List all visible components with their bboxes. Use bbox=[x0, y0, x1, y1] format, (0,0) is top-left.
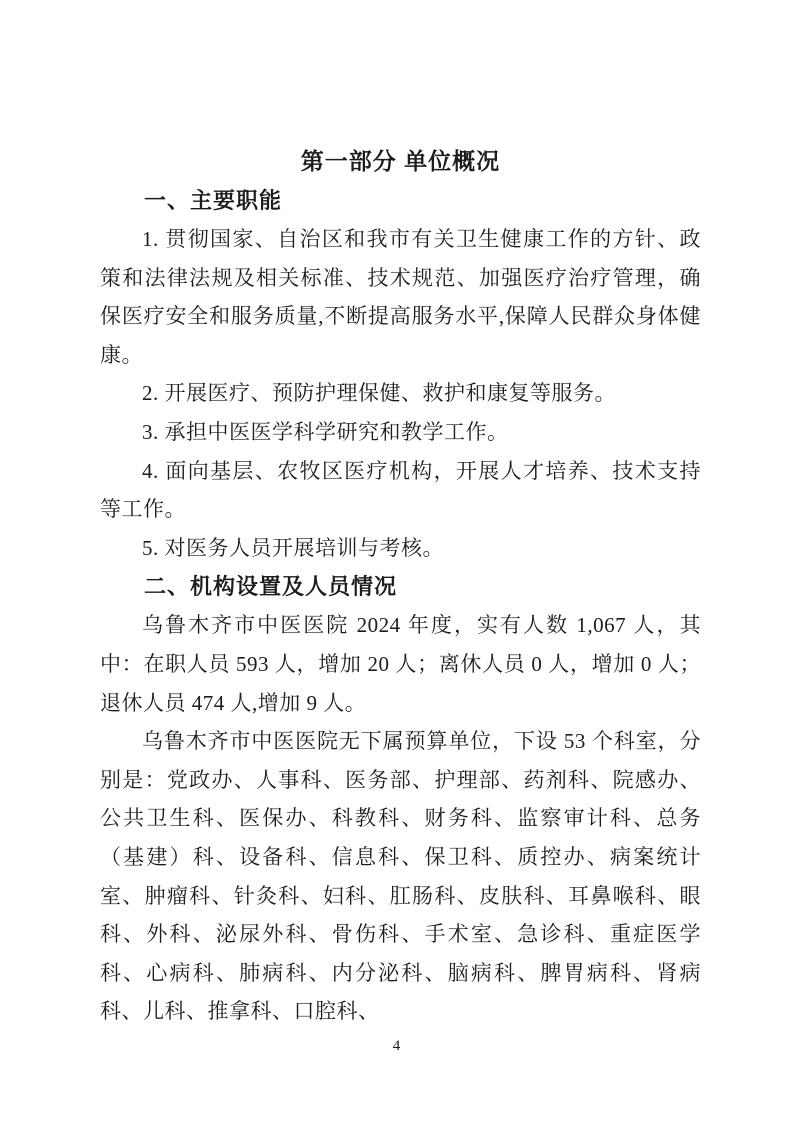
paragraph-function-2: 2. 开展医疗、预防护理保健、救护和康复等服务。 bbox=[142, 381, 616, 406]
page-content bbox=[100, 141, 701, 1031]
section-heading-organization-personnel: 二、机构设置及人员情况 bbox=[144, 574, 398, 600]
paragraph-function-3: 3. 承担中医医学科学研究和教学工作。 bbox=[142, 419, 509, 444]
paragraph-function-4: 4. 面向基层、农牧区医疗机构，开展人才培养、技术支持等工作。 bbox=[100, 458, 701, 522]
paragraph-department-list: 乌鲁木齐市中医医院无下属预算单位，下设 53 个科室，分别是：党政办、人事科、医务部、护理部、药剂科、院感办、公共卫生科、医保办、科教科、财务科、监察审计科、总务（基建）科、设备科、信息科、保卫科、质控办、病案统计室、肿瘤科、针灸科、妇科、肛肠科、皮肤科、耳鼻喉科、眼科、外科、泌尿外科、骨伤科、手术室、急诊科、重症医学科、心病科、肺病科、内分泌科、脑病科、脾胃病科、肾病科、儿科、推拿科、口腔科、 bbox=[100, 729, 701, 1024]
paragraph-personnel-counts: 乌鲁木齐市中医医院 2024 年度，实有人数 1,067 人，其中：在职人员 593 人，增加 20 人；离休人员 0 人，增加 0 人；退休人员 474 人,增加 9 人。 bbox=[100, 613, 701, 715]
document-title: 第一部分 单位概况 bbox=[300, 148, 501, 174]
paragraph-function-5: 5. 对医务人员开展培训与考核。 bbox=[142, 535, 444, 560]
paragraph-function-1: 1. 贯彻国家、自治区和我市有关卫生健康工作的方针、政策和法律法规及相关标准、技术规范、加强医疗治疗管理，确保医疗安全和服务质量,不断提高服务水平,保障人民群众身体健康。 bbox=[100, 227, 701, 367]
section-heading-main-functions: 一、主要职能 bbox=[144, 188, 283, 213]
page-number: 4 bbox=[392, 1038, 401, 1054]
